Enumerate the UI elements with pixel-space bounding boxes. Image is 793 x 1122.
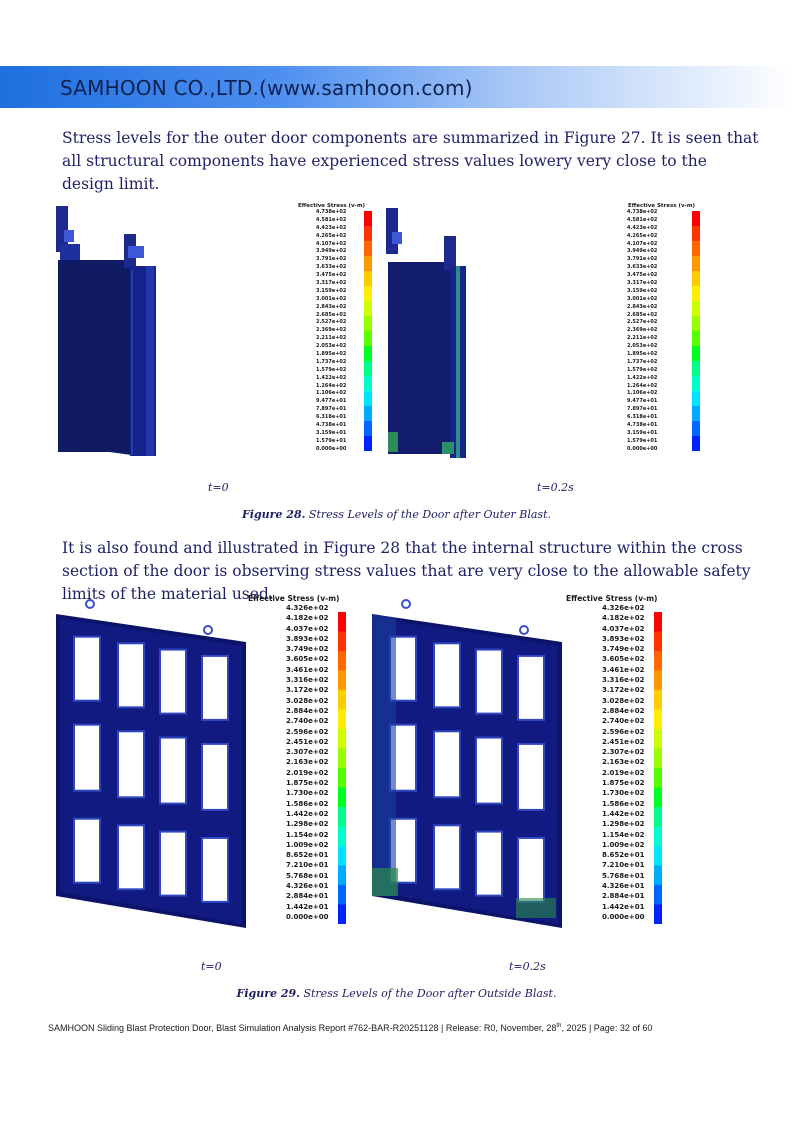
- colorbar-segment: [654, 768, 662, 788]
- legend-value: 4.738e+01: [316, 422, 347, 429]
- colorbar-segment: [338, 632, 346, 652]
- legend-value: 5.768e+01: [286, 871, 329, 880]
- frame-opening: [518, 656, 544, 720]
- colorbar-segment: [364, 376, 372, 392]
- paragraph-2: It is also found and illustrated in Figure 28 that the internal structure within the cross section of the door is observing stress values that are very close to the allowable safety limits of the material used.: [62, 539, 751, 603]
- legend-value: 3.633e+02: [316, 264, 347, 271]
- legend-value: 1.895e+02: [316, 351, 347, 358]
- colorbar-segment: [364, 241, 372, 257]
- figure29-legend-right: [566, 594, 657, 922]
- colorbar-segment: [338, 612, 346, 632]
- legend-value: 3.893e+02: [602, 634, 645, 643]
- legend-value: 4.581e+02: [627, 216, 658, 223]
- legend-value: 1.737e+02: [316, 358, 347, 365]
- legend-value: 3.001e+02: [627, 295, 658, 302]
- figure29-legend-left: [248, 594, 339, 922]
- colorbar-segment: [692, 436, 700, 451]
- footer-text-before: SAMHOON Sliding Blast Protection Door, Blast Simulation Analysis Report #762-BAR-R20251128 | Release: R0, November, 28: [48, 1023, 557, 1033]
- colorbar-segment: [654, 905, 662, 925]
- legend-value: 1.154e+02: [602, 830, 645, 839]
- colorbar-segment: [692, 391, 700, 407]
- legend-value: 3.791e+02: [627, 256, 658, 263]
- colorbar-segment: [654, 866, 662, 886]
- legend-value: 3.001e+02: [316, 295, 347, 302]
- legend-value: 3.633e+02: [627, 264, 658, 271]
- legend-value: 0.000e+00: [286, 912, 329, 921]
- colorbar-segment: [364, 271, 372, 287]
- legend-value: 5.768e+01: [602, 871, 645, 880]
- legend-value: 1.154e+02: [286, 830, 329, 839]
- legend-value: 2.685e+02: [627, 311, 658, 318]
- legend-value: 3.028e+02: [602, 696, 645, 705]
- legend-value: 4.265e+02: [627, 232, 658, 239]
- legend-value: 1.875e+02: [602, 779, 645, 788]
- legend-value: 2.884e+01: [602, 892, 645, 901]
- figure29-colorbar-right: [654, 612, 662, 924]
- legend-value: 3.316e+02: [602, 676, 645, 685]
- legend-value: 4.107e+02: [316, 240, 347, 247]
- legend-title: Effective Stress (v-m): [298, 203, 366, 209]
- figure29-caption-text: Stress Levels of the Door after Outside Blast.: [299, 987, 557, 1000]
- legend-value: 2.740e+02: [286, 717, 329, 726]
- legend-value: 9.477e+01: [316, 398, 347, 405]
- colorbar-segment: [654, 827, 662, 847]
- legend-value: 3.317e+02: [627, 280, 658, 287]
- frame-opening: [160, 832, 186, 896]
- colorbar-segment: [692, 256, 700, 272]
- legend-value: 4.423e+02: [627, 224, 658, 231]
- frame-opening: [74, 725, 100, 791]
- legend-value: 8.652e+01: [602, 851, 645, 860]
- colorbar-segment: [692, 241, 700, 257]
- legend-value: 2.053e+02: [316, 343, 347, 350]
- colorbar-segment: [338, 749, 346, 769]
- figure28-legend-left: [292, 203, 365, 454]
- colorbar-segment: [654, 729, 662, 749]
- colorbar-segment: [338, 807, 346, 827]
- legend-value: 3.159e+01: [316, 429, 347, 436]
- colorbar-segment: [692, 346, 700, 362]
- colorbar-segment: [338, 905, 346, 925]
- legend-value: 3.172e+02: [286, 686, 329, 695]
- legend-value: 2.884e+01: [286, 892, 329, 901]
- frame-opening: [118, 825, 144, 889]
- legend-value: 0.000e+00: [316, 445, 347, 452]
- colorbar-segment: [364, 226, 372, 242]
- legend-value: 2.527e+02: [627, 319, 658, 326]
- legend-value: 2.369e+02: [627, 327, 658, 334]
- legend-value: 3.893e+02: [286, 634, 329, 643]
- colorbar-segment: [654, 710, 662, 730]
- colorbar-segment: [364, 256, 372, 272]
- legend-value: 3.028e+02: [286, 696, 329, 705]
- page-footer: [48, 1023, 652, 1033]
- frame-opening: [74, 637, 100, 701]
- legend-value: 4.326e+02: [602, 604, 645, 612]
- colorbar-segment: [692, 421, 700, 437]
- legend-value: 1.730e+02: [602, 789, 645, 798]
- colorbar-segment: [338, 651, 346, 671]
- figure28-caption-text: Stress Levels of the Door after Outer Blast.: [305, 508, 551, 521]
- legend-value: 8.652e+01: [286, 851, 329, 860]
- legend-value: 1.009e+02: [602, 840, 645, 849]
- legend-value: 1.422e+02: [316, 374, 347, 381]
- legend-value: 1.586e+02: [286, 799, 329, 808]
- frame-opening: [118, 643, 144, 707]
- legend-value: 3.949e+02: [627, 248, 658, 255]
- colorbar-segment: [654, 671, 662, 691]
- colorbar-segment: [692, 376, 700, 392]
- figure28-colorbar-right: [692, 211, 700, 451]
- legend-value: 4.738e+02: [316, 209, 347, 215]
- colorbar-segment: [692, 406, 700, 422]
- legend-value: 2.163e+02: [602, 758, 645, 767]
- colorbar-segment: [364, 211, 372, 227]
- legend-value: 2.843e+02: [627, 303, 658, 310]
- colorbar-segment: [338, 866, 346, 886]
- legend-value: 4.738e+02: [627, 209, 658, 215]
- legend-value: 3.791e+02: [316, 256, 347, 263]
- legend-value: 1.264e+02: [627, 382, 658, 389]
- frame-opening: [202, 838, 228, 902]
- legend-value: 1.442e+01: [602, 902, 645, 911]
- figure28-caption-label: Figure 28.: [241, 508, 306, 521]
- legend-title: Effective Stress (v-m): [248, 594, 340, 603]
- figure28-caption: [0, 508, 793, 521]
- colorbar-segment: [654, 807, 662, 827]
- frame-opening: [476, 738, 502, 804]
- figure28-colorbar-left: [364, 211, 372, 451]
- colorbar-segment: [364, 286, 372, 302]
- figure28-door-model-t02: [382, 202, 472, 464]
- legend-value: 4.581e+02: [316, 216, 347, 223]
- legend-value: 2.019e+02: [286, 768, 329, 777]
- legend-value: 1.579e+02: [316, 366, 347, 373]
- legend-value: 9.477e+01: [627, 398, 658, 405]
- legend-value: 1.298e+02: [602, 820, 645, 829]
- figure29-time-right: t=0.2s: [509, 960, 546, 973]
- legend-value: 1.442e+02: [286, 809, 329, 818]
- legend-value: 3.475e+02: [627, 272, 658, 279]
- legend-value: 1.442e+01: [286, 902, 329, 911]
- colorbar-segment: [692, 226, 700, 242]
- frame-opening: [118, 731, 144, 797]
- colorbar-segment: [692, 286, 700, 302]
- legend-value: 0.000e+00: [627, 445, 658, 452]
- footer-sup: th: [556, 1023, 562, 1029]
- legend-value: 1.106e+02: [316, 390, 347, 397]
- paragraph-1: Stress levels for the outer door components are summarized in Figure 27. It is seen that all structural components have experienced stress values lowery very close to the design limit.: [62, 129, 759, 193]
- legend-value: 3.159e+02: [627, 287, 658, 294]
- figure28-door-model-t0: [50, 200, 170, 462]
- legend-value: 2.451e+02: [286, 737, 329, 746]
- legend-value: 2.307e+02: [286, 748, 329, 757]
- figure28-time-right: t=0.2s: [537, 481, 574, 494]
- legend-value: 2.307e+02: [602, 748, 645, 757]
- legend-value: 4.037e+02: [286, 624, 329, 633]
- legend-value: 3.317e+02: [316, 280, 347, 287]
- legend-title: Effective Stress (v-m): [628, 203, 696, 209]
- legend-value: 4.326e+01: [286, 882, 329, 891]
- legend-value: 4.738e+01: [627, 422, 658, 429]
- figure28-time-left: t=0: [208, 481, 229, 494]
- colorbar-segment: [338, 885, 346, 905]
- legend-value: 2.740e+02: [602, 717, 645, 726]
- legend-value: 1.298e+02: [286, 820, 329, 829]
- legend-value: 2.527e+02: [316, 319, 347, 326]
- legend-value: 1.586e+02: [602, 799, 645, 808]
- colorbar-segment: [338, 827, 346, 847]
- colorbar-segment: [692, 271, 700, 287]
- frame-opening: [202, 744, 228, 810]
- colorbar-segment: [364, 421, 372, 437]
- legend-value: 2.053e+02: [627, 343, 658, 350]
- colorbar-segment: [364, 361, 372, 377]
- legend-value: 2.211e+02: [316, 335, 347, 342]
- legend-value: 2.019e+02: [602, 768, 645, 777]
- colorbar-segment: [364, 301, 372, 317]
- legend-value: 7.210e+01: [286, 861, 329, 870]
- legend-value: 3.749e+02: [602, 645, 645, 654]
- colorbar-segment: [654, 788, 662, 808]
- legend-value: 4.037e+02: [602, 624, 645, 633]
- legend-value: 3.172e+02: [602, 686, 645, 695]
- legend-value: 7.210e+01: [602, 861, 645, 870]
- colorbar-segment: [338, 846, 346, 866]
- legend-value: 4.182e+02: [602, 614, 645, 623]
- colorbar-segment: [364, 331, 372, 347]
- legend-value: 1.737e+02: [627, 358, 658, 365]
- colorbar-segment: [692, 361, 700, 377]
- figure28-legend-right: [622, 203, 695, 454]
- colorbar-segment: [654, 846, 662, 866]
- frame-opening: [434, 731, 460, 797]
- colorbar-segment: [654, 690, 662, 710]
- legend-value: 3.159e+01: [627, 429, 658, 436]
- legend-value: 2.596e+02: [286, 727, 329, 736]
- legend-value: 3.316e+02: [286, 676, 329, 685]
- colorbar-segment: [364, 436, 372, 451]
- legend-value: 1.264e+02: [316, 382, 347, 389]
- legend-value: 4.265e+02: [316, 232, 347, 239]
- legend-value: 1.106e+02: [627, 390, 658, 397]
- colorbar-segment: [338, 690, 346, 710]
- colorbar-segment: [654, 632, 662, 652]
- legend-value: 3.749e+02: [286, 645, 329, 654]
- colorbar-segment: [338, 729, 346, 749]
- legend-value: 2.884e+02: [286, 706, 329, 715]
- figure29-time-left: t=0: [201, 960, 222, 973]
- legend-title: Effective Stress (v-m): [566, 594, 658, 603]
- colorbar-segment: [364, 406, 372, 422]
- colorbar-segment: [692, 211, 700, 227]
- legend-value: 2.596e+02: [602, 727, 645, 736]
- legend-value: 2.211e+02: [627, 335, 658, 342]
- legend-value: 0.000e+00: [602, 912, 645, 921]
- colorbar-segment: [692, 331, 700, 347]
- frame-opening: [160, 738, 186, 804]
- legend-value: 1.875e+02: [286, 779, 329, 788]
- legend-value: 3.461e+02: [602, 665, 645, 674]
- colorbar-segment: [338, 671, 346, 691]
- frame-opening: [476, 650, 502, 714]
- legend-value: 2.451e+02: [602, 737, 645, 746]
- legend-value: 3.159e+02: [316, 287, 347, 294]
- frame-opening: [434, 825, 460, 889]
- colorbar-segment: [338, 710, 346, 730]
- legend-value: 1.579e+01: [316, 437, 347, 444]
- legend-value: 6.318e+01: [316, 414, 347, 421]
- header-company: SAMHOON CO.,LTD.(www.samhoon.com): [60, 76, 473, 100]
- legend-value: 6.318e+01: [627, 414, 658, 421]
- frame-opening: [202, 656, 228, 720]
- legend-value: 3.605e+02: [286, 655, 329, 664]
- footer-text-after: , 2025 | Page: 32 of 60: [561, 1023, 653, 1033]
- legend-value: 1.579e+02: [627, 366, 658, 373]
- legend-value: 1.442e+02: [602, 809, 645, 818]
- figure29-frame-model-t02: [366, 598, 566, 932]
- colorbar-segment: [338, 788, 346, 808]
- legend-value: 1.422e+02: [627, 374, 658, 381]
- legend-value: 7.897e+01: [627, 406, 658, 413]
- colorbar-segment: [654, 749, 662, 769]
- frame-opening: [160, 650, 186, 714]
- legend-value: 7.897e+01: [316, 406, 347, 413]
- colorbar-segment: [654, 885, 662, 905]
- legend-value: 4.107e+02: [627, 240, 658, 247]
- colorbar-segment: [364, 316, 372, 332]
- figure29-caption: [0, 987, 793, 1000]
- legend-value: 1.730e+02: [286, 789, 329, 798]
- legend-value: 1.895e+02: [627, 351, 658, 358]
- frame-opening: [74, 819, 100, 883]
- frame-opening: [476, 832, 502, 896]
- figure29-colorbar-left: [338, 612, 346, 924]
- frame-opening: [518, 744, 544, 810]
- legend-value: 4.182e+02: [286, 614, 329, 623]
- legend-value: 4.326e+02: [286, 604, 329, 612]
- legend-value: 1.009e+02: [286, 840, 329, 849]
- legend-value: 4.423e+02: [316, 224, 347, 231]
- legend-value: 2.163e+02: [286, 758, 329, 767]
- colorbar-segment: [692, 301, 700, 317]
- frame-opening: [518, 838, 544, 902]
- legend-value: 2.884e+02: [602, 706, 645, 715]
- legend-value: 2.369e+02: [316, 327, 347, 334]
- frame-opening: [434, 643, 460, 707]
- colorbar-segment: [364, 346, 372, 362]
- colorbar-segment: [692, 316, 700, 332]
- figure29-frame-model-t0: [50, 598, 250, 932]
- figure29-caption-label: Figure 29.: [236, 987, 300, 1000]
- legend-value: 2.685e+02: [316, 311, 347, 318]
- legend-value: 3.949e+02: [316, 248, 347, 255]
- colorbar-segment: [338, 768, 346, 788]
- legend-value: 4.326e+01: [602, 882, 645, 891]
- legend-value: 3.475e+02: [316, 272, 347, 279]
- legend-value: 1.579e+01: [627, 437, 658, 444]
- colorbar-segment: [654, 651, 662, 671]
- colorbar-segment: [364, 391, 372, 407]
- legend-value: 3.461e+02: [286, 665, 329, 674]
- legend-value: 3.605e+02: [602, 655, 645, 664]
- legend-value: 2.843e+02: [316, 303, 347, 310]
- colorbar-segment: [654, 612, 662, 632]
